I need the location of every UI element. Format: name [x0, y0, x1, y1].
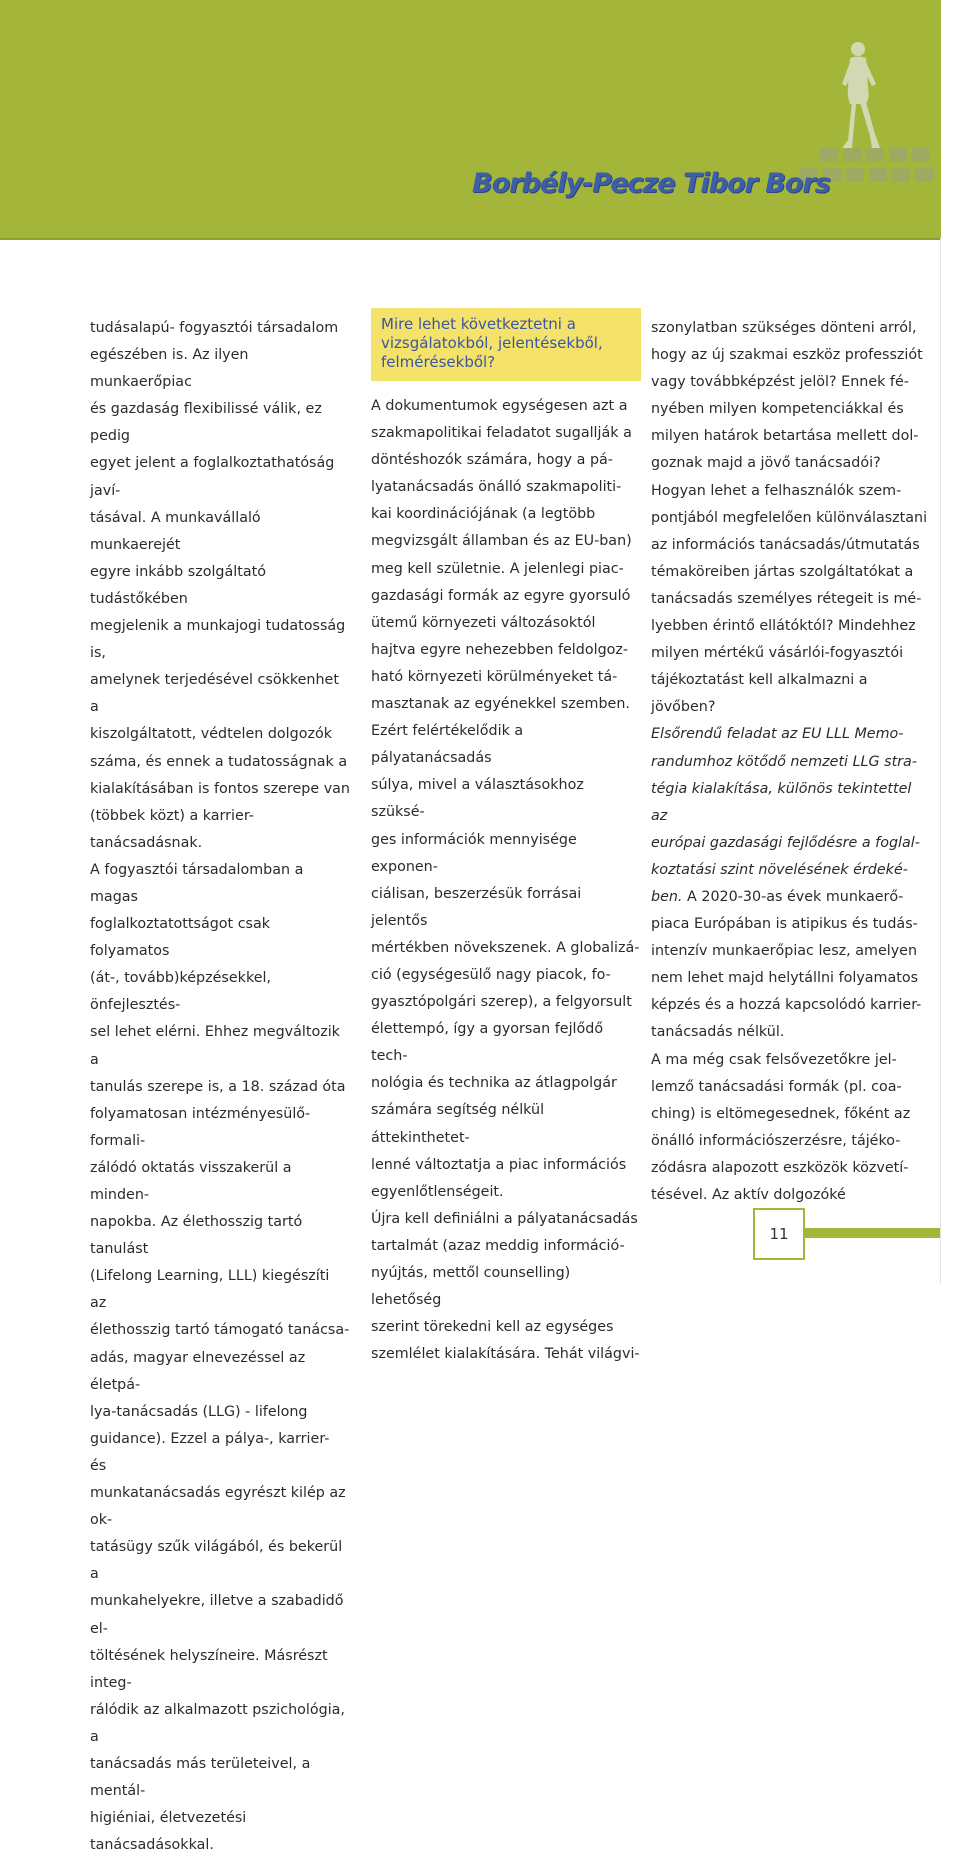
text-line: tésével. Az aktív dolgozóké — [651, 1187, 846, 1203]
text-line: nem lehet majd helytállni folyamatos — [651, 970, 919, 987]
text-column-2 — [371, 308, 641, 1368]
text-line: tatásügy szűk világából, és bekerül a — [90, 1539, 343, 1583]
header-banner — [0, 0, 960, 238]
text-line: ció (egységesülő nagy piacok, fo- — [371, 966, 611, 983]
text-line: masztanak az egyénekkel szemben. — [371, 696, 630, 713]
text-line: lemző tanácsadási formák (pl. coa- — [651, 1078, 902, 1095]
text-line: ges információk mennyisége exponen- — [371, 831, 577, 875]
text-line: pontjából megfelelően különválasztani — [651, 509, 928, 526]
decorative-dot — [846, 168, 864, 182]
decorative-dot — [915, 168, 933, 182]
text-line: goznak majd a jövő tanácsadói? — [651, 455, 881, 472]
text-line: szemlélet kialakítására. Tehát világvi- — [371, 1346, 640, 1363]
text-line: A dokumentumok egységesen azt a — [371, 398, 628, 414]
text-line: számára segítség nélkül áttekinthetet- — [371, 1102, 545, 1146]
text-line: nológia és technika az átlagpolgár — [371, 1075, 617, 1092]
text-line: hajtva egyre nehezebben feldolgoz- — [371, 641, 629, 658]
text-line: adás, magyar elnevezéssel az életpá- — [90, 1349, 306, 1393]
text-line: folyamatosan intézményesülő-formali- — [90, 1105, 311, 1149]
text-line: Elsőrendű feladat az EU LLL Memo- — [651, 726, 904, 743]
walking-person-icon — [828, 40, 888, 152]
text-line: randumhoz kötődő nemzeti LLG stra- — [651, 753, 917, 770]
text-line: szakmapolitikai feladatot sugallják a — [371, 425, 632, 442]
text-line: ható környezeti körülményeket tá- — [371, 668, 618, 685]
text-line: (át-, tovább)képzésekkel, önfejlesztés- — [90, 970, 272, 1014]
text-line: piaca Európában is atipikus és tudás- — [651, 916, 918, 933]
text-line: gazdasági formák az egyre gyorsuló — [371, 587, 631, 604]
text-line: lya-tanácsadás (LLG) - lifelong — [90, 1403, 308, 1420]
text-line: nyében milyen kompetenciákkal és — [651, 401, 904, 418]
text-line: ching) is eltömegesednek, főként az — [651, 1105, 911, 1122]
text-line: megvizsgált államban és az EU-ban) — [371, 533, 632, 550]
decorative-dot — [820, 148, 838, 162]
text-line: milyen határok betartása mellett dol- — [651, 428, 919, 445]
decorative-dot — [892, 168, 910, 182]
text-line: egyet jelent a foglalkoztathatóság javí- — [90, 455, 335, 499]
text-line: Ezért felértékelődik a pályatanácsadás — [371, 723, 524, 767]
text-line: szonylatban szükséges dönteni arról, — [651, 320, 917, 336]
text-line: tájékoztatást kell alkalmazni a — [651, 672, 868, 689]
text-line: kialakításában is fontos szerepe van — [90, 780, 350, 797]
text-line: megjelenik a munkajogi tudatosság is, — [90, 618, 346, 662]
text-line: képzés és a hozzá kapcsolódó karrier- — [651, 997, 922, 1014]
text-line: foglalkoztatottságot csak folyamatos — [90, 916, 271, 960]
page-right-edge — [940, 238, 960, 1284]
decorative-dot — [869, 168, 887, 182]
text-line: tanácsadás nélkül. — [651, 1024, 785, 1041]
text-line: vagy továbbképzést jelöl? Ennek fé- — [651, 374, 909, 391]
text-line: kiszolgáltatott, védtelen dolgozók — [90, 726, 333, 743]
text-line: élettempó, így a gyorsan fejlődő tech- — [371, 1021, 604, 1065]
text-line: egyre inkább szolgáltató tudástőkében — [90, 563, 266, 607]
text-line: önálló információszerzésre, tájéko- — [651, 1132, 901, 1149]
text-line: (többek közt) a karrier-tanácsadásnak. — [90, 807, 254, 851]
text-line: jövőben? — [651, 699, 716, 716]
text-line: munkahelyekre, illetve a szabadidő el- — [90, 1593, 344, 1637]
text-line: sel lehet elérni. Ehhez megváltozik a — [90, 1024, 340, 1068]
text-line: tanulás szerepe is, a 18. század óta — [90, 1078, 346, 1095]
text-line: guidance). Ezzel a pálya-, karrier- és — [90, 1430, 330, 1474]
text-line: hogy az új szakmai eszköz professziót — [651, 347, 923, 364]
text-line: lyebben érintő ellátóktól? Mindehhez — [651, 618, 916, 635]
text-line: tégia kialakítása, különös tekintettel az — [651, 780, 912, 824]
text-line: intenzív munkaerőpiac lesz, amelyen — [651, 943, 918, 960]
text-column-1 — [90, 315, 350, 1859]
text-line: amelynek terjedésével csökkenhet a — [90, 672, 339, 716]
text-column-3 — [651, 315, 931, 1209]
decorative-dot — [843, 148, 861, 162]
text-line: milyen mértékű vásárlói-fogyasztói — [651, 645, 904, 662]
text-line: szerint törekedni kell az egységes — [371, 1319, 614, 1336]
text-line: meg kell születnie. A jelenlegi piac- — [371, 560, 624, 577]
text-line: A fogyasztói társadalomban a magas — [90, 861, 304, 905]
text-line: higiéniai, életvezetési tanácsadásokkal. — [90, 1810, 247, 1854]
decorative-dot — [889, 148, 907, 162]
text-line: tanácsadás más területeivel, a mentál- — [90, 1755, 311, 1800]
text-line: tudásalapú- fogyasztói társadalom — [90, 320, 339, 336]
text-line: témaköreiben jártas szolgáltatókat a — [651, 563, 914, 580]
decorative-dot — [866, 148, 884, 162]
text-line: tartalmát (azaz meddig információ- — [371, 1237, 625, 1254]
text-line: Hogyan lehet a felhasználók szem- — [651, 482, 902, 499]
text-line: zódásra alapozott eszközök közvetí- — [651, 1159, 909, 1176]
text-line: nyújtás, mettől counselling) lehetőség — [371, 1265, 571, 1309]
text-line: az információs tanácsadás/útmutatás — [651, 536, 920, 553]
text-line: Újra kell definiálni a pályatanácsadás — [371, 1210, 638, 1227]
text-line: tanácsadás személyes rétegeit is mé- — [651, 590, 922, 607]
text-line: döntéshozók számára, hogy a pá- — [371, 452, 613, 469]
text-line: rálódik az alkalmazott pszichológia, a — [90, 1701, 345, 1745]
highlight-heading: Mire lehet következtetni a vizsgálatokból, jelentésekből, felmérésekből? — [371, 308, 641, 381]
header-right-band — [941, 0, 960, 238]
text-line: zálódó oktatás visszakerül a minden- — [90, 1159, 292, 1203]
text-line: töltésének helyszíneire. Másrészt integ- — [90, 1647, 328, 1691]
text-line: mértékben növekszenek. A globalizá- — [371, 939, 640, 956]
header-divider — [0, 238, 941, 240]
text-line: (Lifelong Learning, LLL) kiegészíti az — [90, 1268, 330, 1312]
author-name: Borbély-Pecze Tibor Bors — [472, 168, 830, 199]
text-line: napokba. Az élethosszig tartó tanulást — [90, 1214, 303, 1258]
text-line: gyasztópolgári szerep), a felgyorsult — [371, 994, 632, 1011]
text-line: és gazdaság flexibilissé válik, ez pedig — [90, 401, 322, 445]
text-line: munkatanácsadás egyrészt kilép az ok- — [90, 1485, 346, 1529]
page-number: 11 — [753, 1208, 805, 1260]
text-line: száma, és ennek a tudatosságnak a — [90, 753, 348, 770]
text-line: ciálisan, beszerzésük forrásai jelentős — [371, 885, 582, 929]
text-line: ütemű környezeti változásoktól — [371, 614, 596, 631]
text-line: A ma még csak felsővezetőkre jel- — [651, 1051, 897, 1068]
text-line: lenné változtatja a piac információs — [371, 1156, 627, 1173]
text-line: lyatanácsadás önálló szakmapoliti- — [371, 479, 622, 496]
text-line: tásával. A munkavállaló munkaerejét — [90, 509, 261, 553]
text-line: élethosszig tartó támogató tanácsa- — [90, 1322, 350, 1339]
decorative-dot — [912, 148, 930, 162]
text-line: súlya, mivel a választásokhoz szüksé- — [371, 777, 584, 821]
text-line: koztatási szint növelésének érdeké- — [651, 861, 908, 878]
text-line: egészében is. Az ilyen munkaerőpiac — [90, 347, 249, 391]
text-line: kai koordinációjának (a legtöbb — [371, 506, 596, 523]
text-line: európai gazdasági fejlődésre a foglal- — [651, 834, 920, 851]
text-line: egyenlőtlenségeit. — [371, 1183, 504, 1200]
text-line: ben. A 2020-30-as évek munkaerő- — [651, 888, 904, 905]
